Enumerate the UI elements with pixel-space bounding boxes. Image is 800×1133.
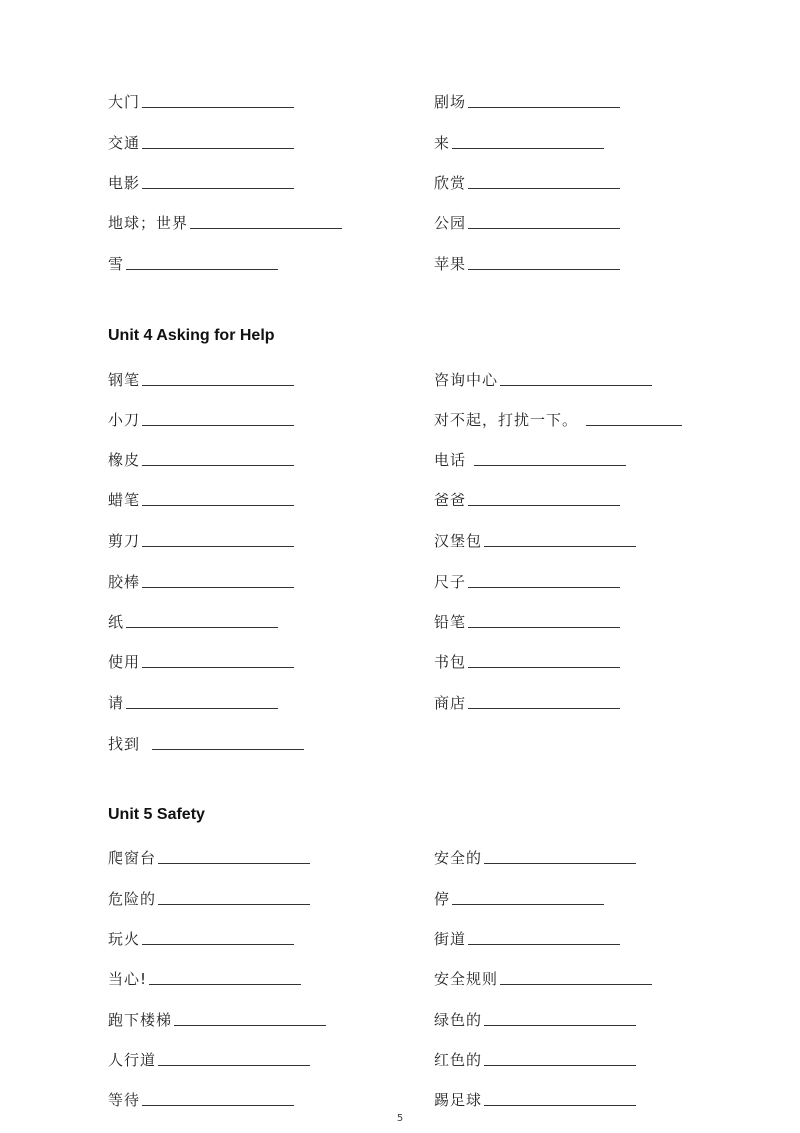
- vocab-item: [108, 1008, 326, 1030]
- vocab-item: [434, 967, 652, 989]
- vocab-word: 安全的: [434, 849, 483, 867]
- vocab-word: 铅笔: [434, 613, 467, 631]
- vocab-item: [108, 610, 278, 632]
- answer-blank[interactable]: [152, 748, 304, 750]
- vocab-word: 苹果: [434, 255, 467, 273]
- answer-blank[interactable]: [142, 424, 294, 426]
- vocab-word: 交通: [108, 134, 141, 152]
- answer-blank[interactable]: [468, 268, 620, 270]
- vocab-word: 剧场: [434, 93, 467, 111]
- vocab-item: [108, 732, 304, 754]
- answer-blank[interactable]: [158, 903, 310, 905]
- vocab-item: [434, 927, 620, 949]
- vocab-word: 雪: [108, 255, 125, 273]
- answer-blank[interactable]: [126, 626, 278, 628]
- answer-blank[interactable]: [142, 545, 294, 547]
- vocab-item: [434, 610, 620, 632]
- vocab-word: 等待: [108, 1091, 141, 1109]
- vocab-word: 街道: [434, 930, 467, 948]
- answer-blank[interactable]: [452, 903, 604, 905]
- vocab-word: 跑下楼梯: [108, 1011, 173, 1029]
- answer-blank[interactable]: [142, 464, 294, 466]
- unit-5-heading: Unit 5 Safety: [108, 806, 205, 823]
- vocab-item: [434, 90, 620, 112]
- vocab-item: [108, 252, 278, 274]
- answer-blank[interactable]: [142, 106, 294, 108]
- answer-blank[interactable]: [468, 227, 620, 229]
- vocab-word: 使用: [108, 653, 141, 671]
- vocab-word: 安全规则: [434, 970, 499, 988]
- vocab-word: 踢足球: [434, 1091, 483, 1109]
- vocab-item: [434, 171, 620, 193]
- vocab-item: [108, 368, 294, 390]
- vocab-word: 尺子: [434, 573, 467, 591]
- answer-blank[interactable]: [142, 666, 294, 668]
- vocab-item: [434, 1048, 636, 1070]
- vocab-word: 危险的: [108, 890, 157, 908]
- vocab-item: [434, 211, 620, 233]
- vocab-word: 汉堡包: [434, 532, 483, 550]
- vocab-word: 爬窗台: [108, 849, 157, 867]
- vocab-item: [108, 488, 294, 510]
- vocab-item: [108, 570, 294, 592]
- vocab-item: [108, 131, 294, 153]
- answer-blank[interactable]: [500, 983, 652, 985]
- vocab-word: 公园: [434, 214, 467, 232]
- answer-blank[interactable]: [586, 424, 682, 426]
- vocab-item: [434, 1088, 636, 1110]
- page-number: 5: [396, 1113, 404, 1124]
- answer-blank[interactable]: [484, 1104, 636, 1106]
- answer-blank[interactable]: [174, 1024, 326, 1026]
- answer-blank[interactable]: [142, 384, 294, 386]
- answer-blank[interactable]: [484, 545, 636, 547]
- vocab-item: [434, 368, 652, 390]
- unit-4-heading: Unit 4 Asking for Help: [108, 327, 275, 344]
- answer-blank[interactable]: [149, 983, 301, 985]
- vocab-item: [434, 529, 636, 551]
- vocab-item: [434, 887, 604, 909]
- vocab-word: 来: [434, 134, 451, 152]
- vocab-word: 橡皮: [108, 451, 141, 469]
- vocab-word: 人行道: [108, 1051, 157, 1069]
- vocab-item: [108, 90, 294, 112]
- vocab-word: 钢笔: [108, 371, 141, 389]
- answer-blank[interactable]: [142, 504, 294, 506]
- vocab-item: [434, 570, 620, 592]
- vocab-item: [434, 650, 620, 672]
- answer-blank[interactable]: [190, 227, 342, 229]
- vocab-word: 电影: [108, 174, 141, 192]
- vocab-word: 电话: [434, 451, 467, 469]
- vocab-item: [108, 927, 294, 949]
- vocab-word: 绿色的: [434, 1011, 483, 1029]
- vocab-item: [434, 448, 626, 470]
- vocab-item: [108, 529, 294, 551]
- vocab-item: [108, 448, 294, 470]
- answer-blank[interactable]: [142, 147, 294, 149]
- answer-blank[interactable]: [142, 586, 294, 588]
- vocab-word: 玩火: [108, 930, 141, 948]
- vocab-item: [434, 1008, 636, 1030]
- vocab-item: [108, 967, 301, 989]
- answer-blank[interactable]: [142, 943, 294, 945]
- vocab-word: 蜡笔: [108, 491, 141, 509]
- answer-blank[interactable]: [126, 268, 278, 270]
- vocab-item: [434, 131, 604, 153]
- vocab-item: [108, 408, 294, 430]
- vocab-item: [108, 650, 294, 672]
- vocab-item: [108, 887, 310, 909]
- vocab-word: 咨询中心: [434, 371, 499, 389]
- vocab-word: 请: [108, 694, 125, 712]
- vocab-item: [434, 252, 620, 274]
- vocab-word: 对不起，打扰一下。: [434, 411, 579, 429]
- vocab-word: 红色的: [434, 1051, 483, 1069]
- vocab-item: [108, 171, 294, 193]
- vocab-item: [108, 211, 342, 233]
- vocab-item: [108, 1048, 310, 1070]
- vocab-word: 小刀: [108, 411, 141, 429]
- answer-blank[interactable]: [126, 707, 278, 709]
- answer-blank[interactable]: [468, 106, 620, 108]
- vocab-word: 停: [434, 890, 451, 908]
- answer-blank[interactable]: [484, 862, 636, 864]
- answer-blank[interactable]: [142, 187, 294, 189]
- answer-blank[interactable]: [468, 707, 620, 709]
- vocab-item: [108, 691, 278, 713]
- vocab-word: 找到: [108, 735, 141, 753]
- answer-blank[interactable]: [484, 1064, 636, 1066]
- answer-blank[interactable]: [468, 504, 620, 506]
- vocab-word: 爸爸: [434, 491, 467, 509]
- answer-blank[interactable]: [452, 147, 604, 149]
- vocab-word: 胶棒: [108, 573, 141, 591]
- vocab-item: [434, 408, 682, 430]
- vocab-word: 大门: [108, 93, 141, 111]
- vocab-word: 欣赏: [434, 174, 467, 192]
- answer-blank[interactable]: [500, 384, 652, 386]
- vocab-word: 书包: [434, 653, 467, 671]
- answer-blank[interactable]: [468, 666, 620, 668]
- answer-blank[interactable]: [468, 943, 620, 945]
- answer-blank[interactable]: [484, 1024, 636, 1026]
- vocab-word: 当心!: [108, 970, 148, 988]
- vocab-item: [108, 1088, 294, 1110]
- answer-blank[interactable]: [468, 187, 620, 189]
- vocab-item: [434, 488, 620, 510]
- answer-blank[interactable]: [158, 862, 310, 864]
- answer-blank[interactable]: [468, 626, 620, 628]
- vocab-item: [108, 846, 310, 868]
- answer-blank[interactable]: [142, 1104, 294, 1106]
- vocab-word: 地球；世界: [108, 214, 189, 232]
- answer-blank[interactable]: [474, 464, 626, 466]
- vocab-item: [434, 691, 620, 713]
- answer-blank[interactable]: [158, 1064, 310, 1066]
- vocab-word: 纸: [108, 613, 125, 631]
- vocab-word: 商店: [434, 694, 467, 712]
- answer-blank[interactable]: [468, 586, 620, 588]
- vocab-word: 剪刀: [108, 532, 141, 550]
- vocab-item: [434, 846, 636, 868]
